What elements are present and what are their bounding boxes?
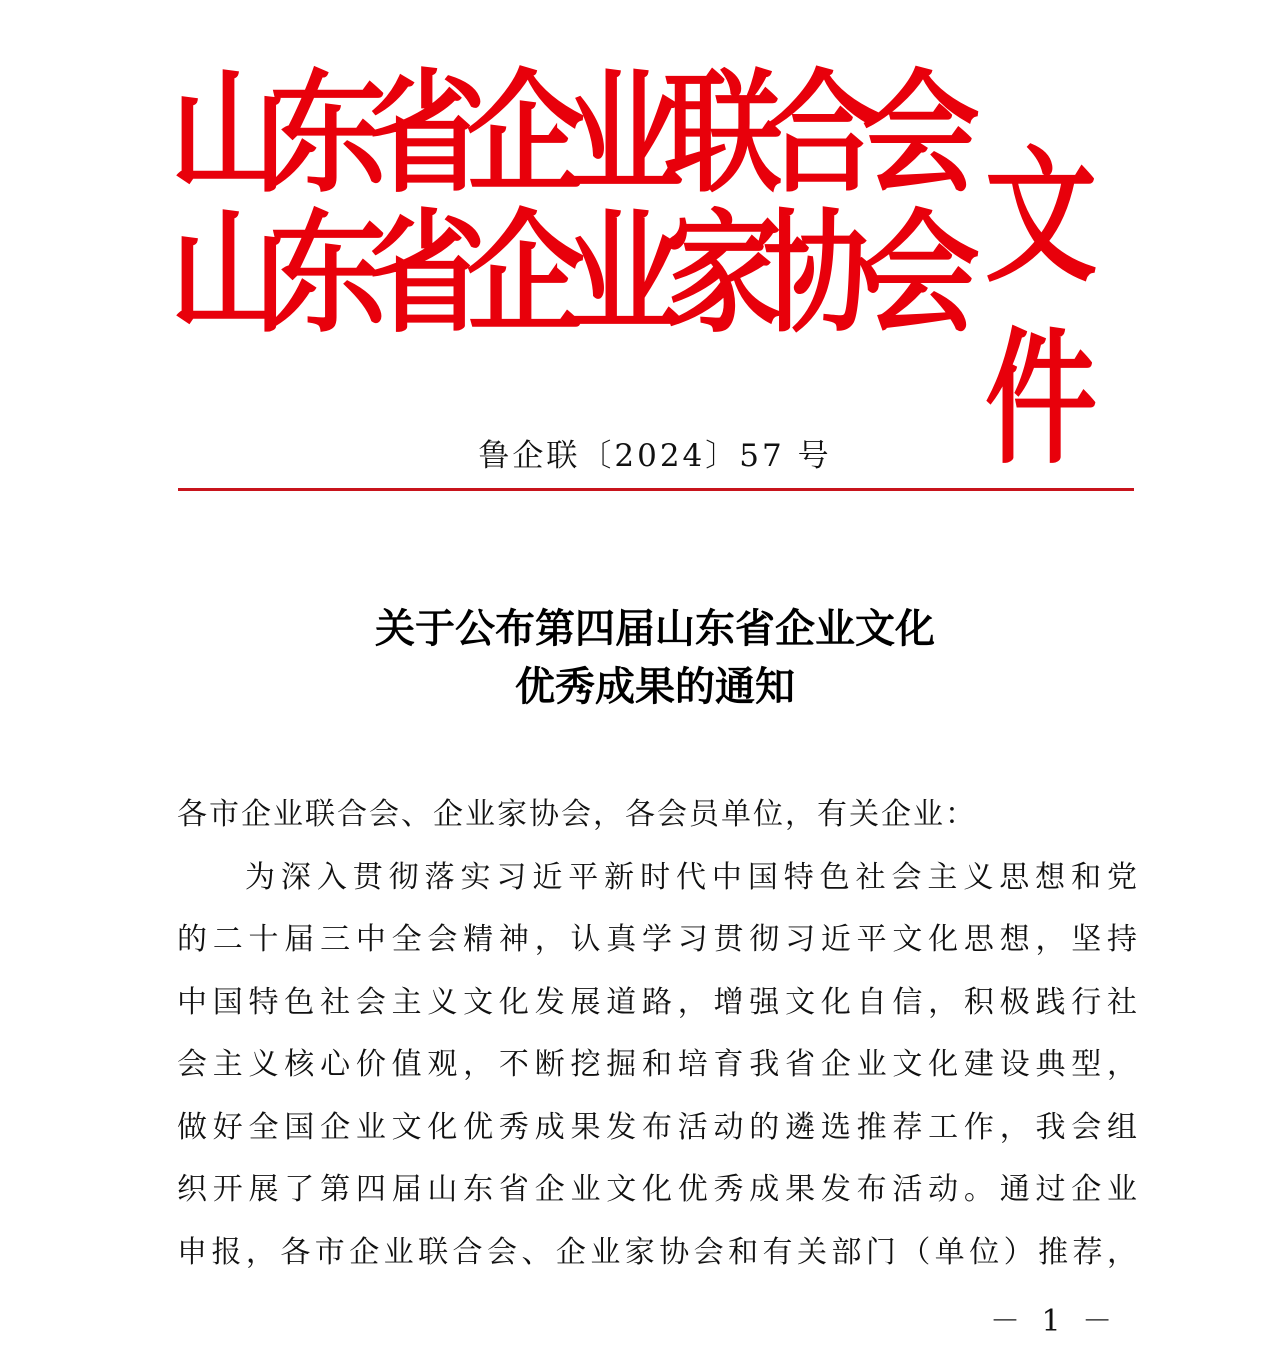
masthead-char: 东 bbox=[268, 55, 387, 211]
title-line-2: 优秀成果的通知 bbox=[515, 663, 795, 710]
masthead-char: 企 bbox=[466, 55, 585, 211]
body-paragraph-line: 会主义核心价值观，不断挖掘和培育我省企业文化建设典型， bbox=[177, 1047, 1137, 1082]
masthead-char: 山 bbox=[170, 195, 289, 351]
body-paragraph-line: 中国特色社会主义文化发展道路，增强文化自信，积极践行社 bbox=[177, 984, 1137, 1020]
body-paragraph-line: 织开展了第四届山东省企业文化优秀成果发布活动。通过企业 bbox=[177, 1172, 1137, 1207]
masthead-char: 东 bbox=[268, 195, 387, 351]
masthead-suffix-document: 文件 bbox=[985, 132, 1089, 485]
masthead-char: 业 bbox=[565, 195, 684, 351]
masthead-char: 业 bbox=[565, 55, 684, 211]
masthead-char: 会 bbox=[861, 195, 980, 351]
masthead-char: 联 bbox=[664, 55, 783, 211]
masthead-char: 省 bbox=[367, 55, 486, 211]
body-paragraph-line: 的二十届三中全会精神，认真学习贯彻习近平文化思想，坚持 bbox=[177, 922, 1137, 957]
masthead-char: 协 bbox=[763, 195, 882, 351]
masthead-char: 山 bbox=[170, 55, 289, 211]
masthead-char: 省 bbox=[367, 195, 486, 351]
masthead-line-association bbox=[170, 195, 980, 352]
masthead-char: 家 bbox=[664, 195, 783, 351]
masthead-char: 会 bbox=[861, 55, 980, 211]
body-paragraph-line: 做好全国企业文化优秀成果发布活动的遴选推荐工作，我会组 bbox=[177, 1109, 1137, 1145]
masthead-char: 合 bbox=[763, 55, 882, 211]
document-body bbox=[177, 784, 1137, 1284]
document-number: 鲁企联〔2024〕57 号 bbox=[478, 438, 832, 474]
red-divider-line bbox=[178, 488, 1134, 491]
document-title bbox=[0, 600, 1280, 716]
page-number: － 1 － bbox=[990, 1304, 1119, 1339]
body-paragraph-line: 为深入贯彻落实习近平新时代中国特色社会主义思想和党 bbox=[245, 859, 1137, 895]
masthead-line-federation bbox=[170, 55, 980, 212]
title-line-1: 关于公布第四届山东省企业文化 bbox=[375, 605, 935, 652]
masthead-char: 企 bbox=[466, 195, 585, 351]
body-paragraph-line: 申报，各市企业联合会、企业家协会和有关部门（单位）推荐， bbox=[177, 1234, 1137, 1270]
salutation: 各市企业联合会、企业家协会，各会员单位，有关企业： bbox=[177, 797, 977, 832]
